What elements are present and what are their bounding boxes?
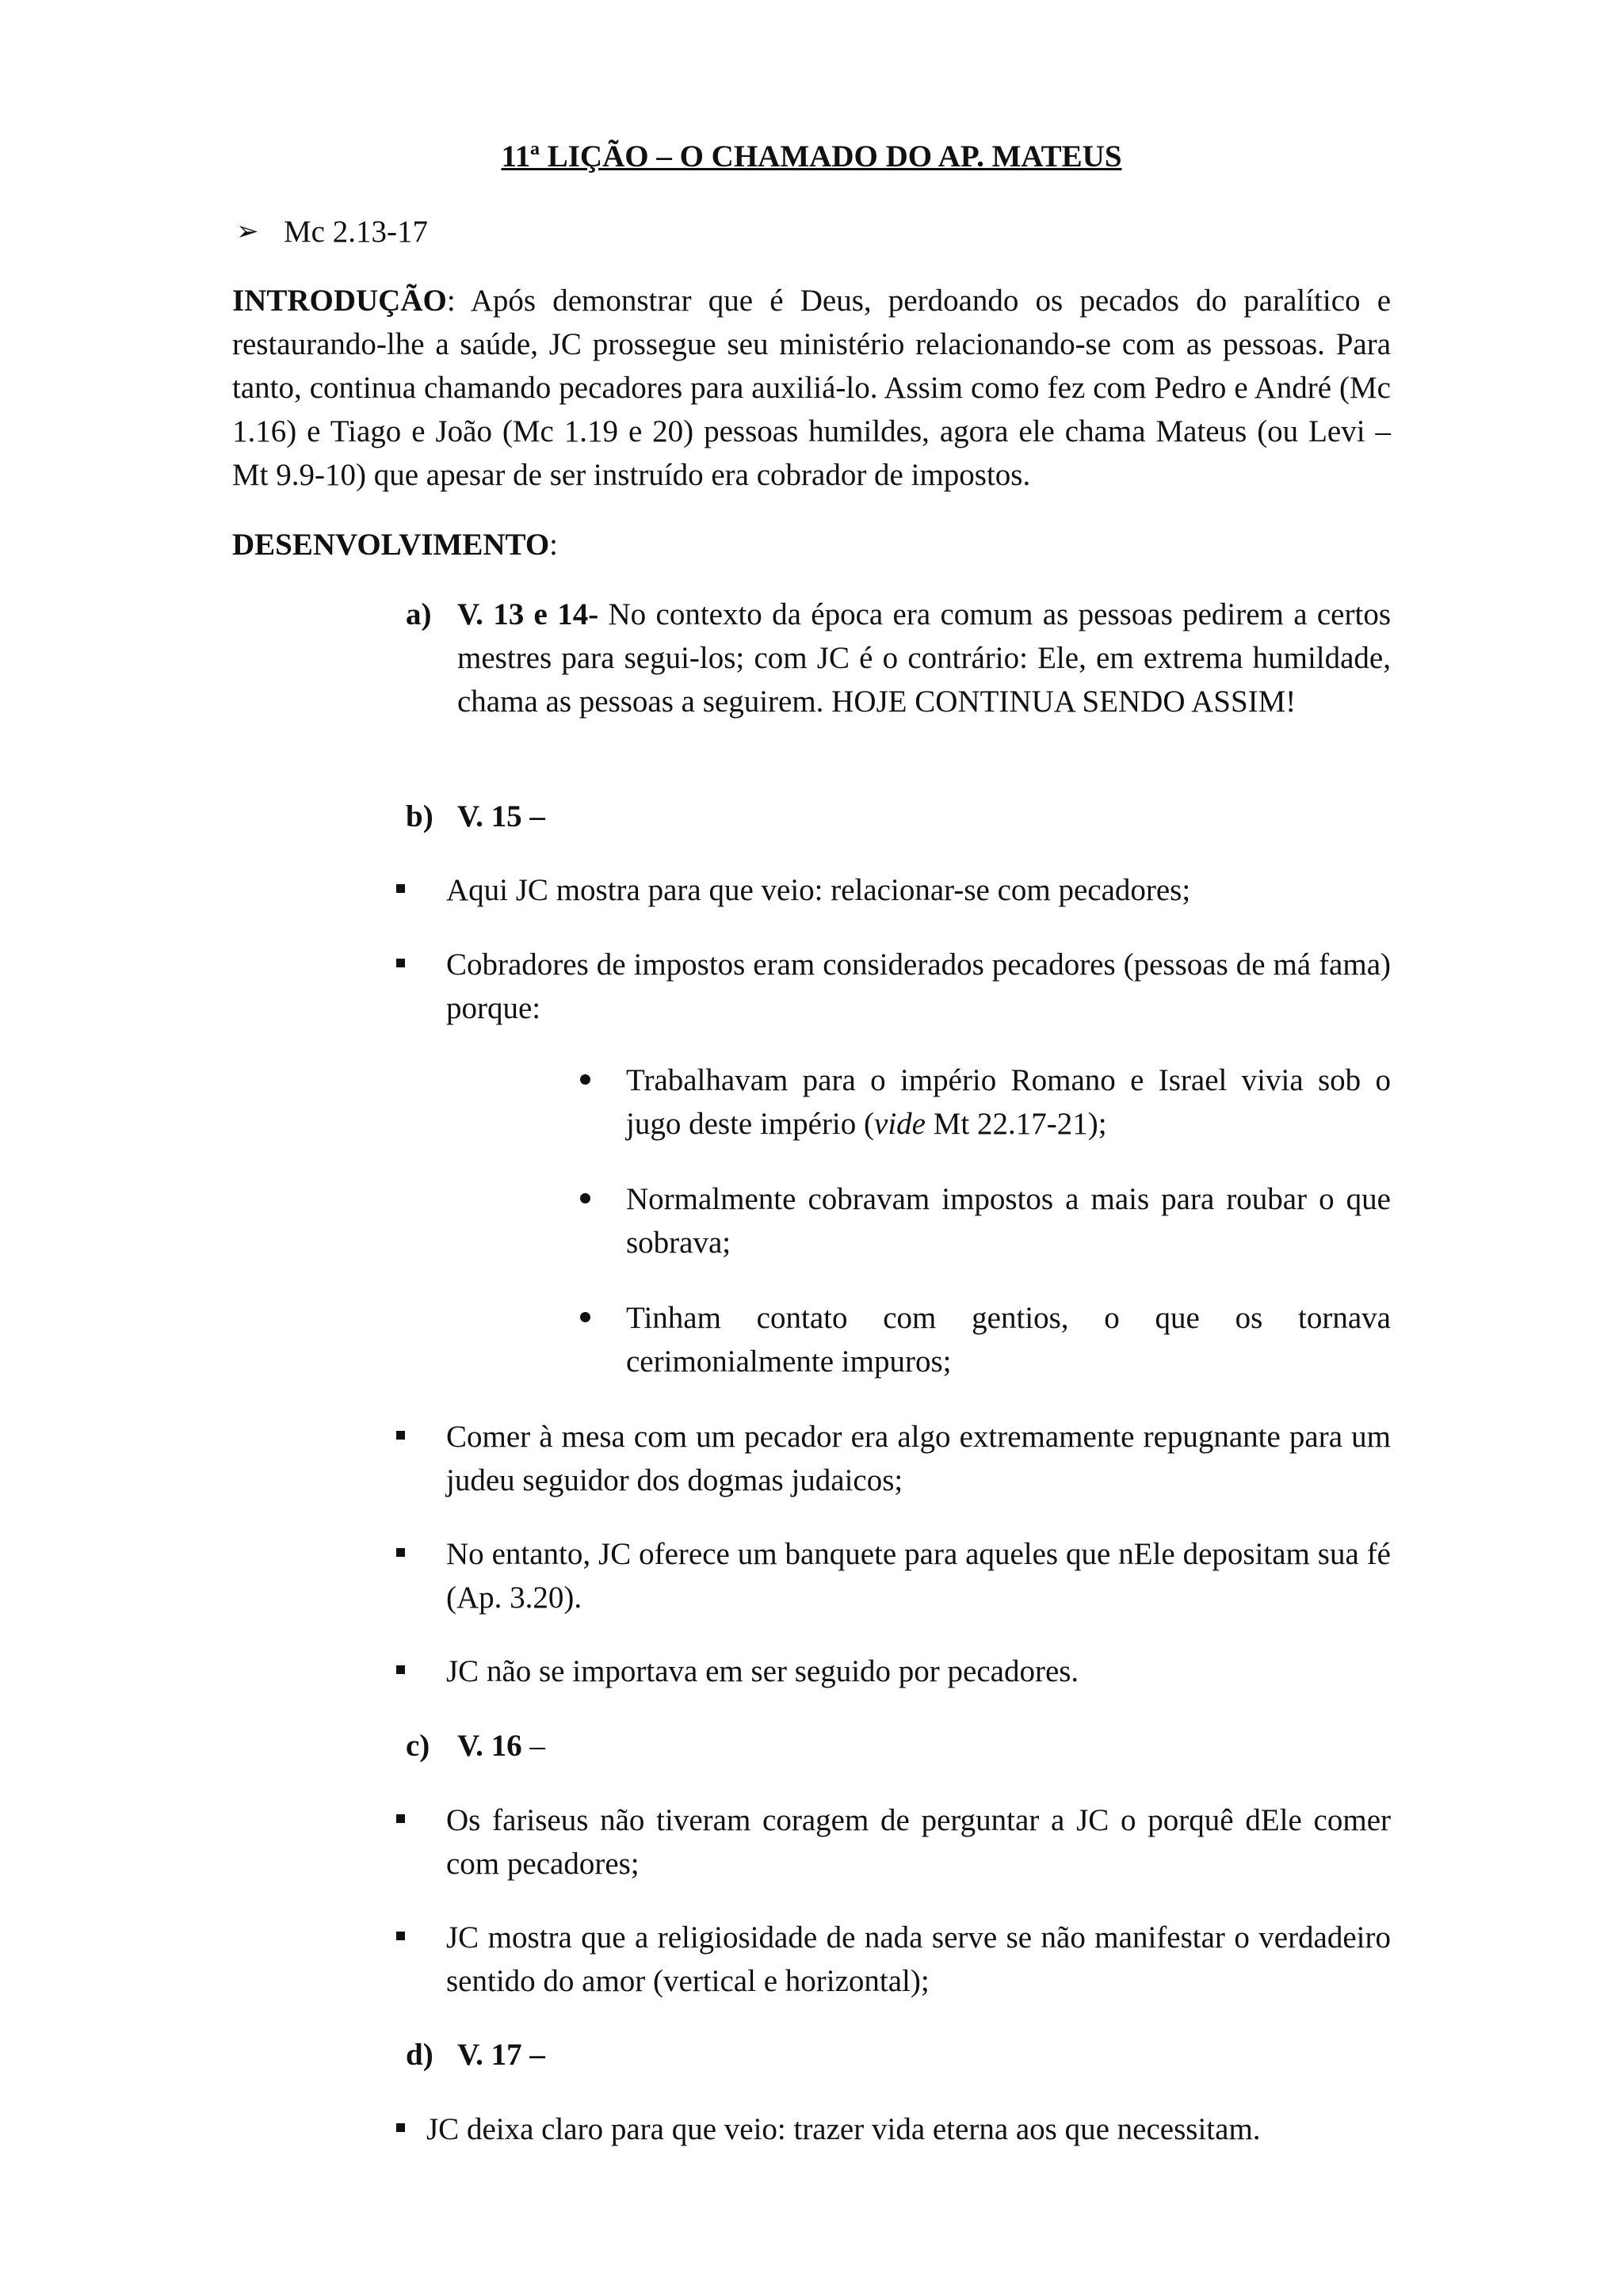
item-d-text [457, 2033, 1391, 2077]
item-a-text [457, 593, 1391, 723]
item-c-label: V. 16 [457, 1729, 522, 1763]
item-a [406, 593, 1391, 723]
reference-text: Mc 2.13-17 [284, 215, 428, 249]
square-bullet-icon [396, 959, 405, 967]
item-a-body: No contexto da época era comum as pessoas pedirem a certos mestres para segui-los; com JC é o contrário: Ele, em extrema humildade, chama as pessoas a seguirem. HOJE CONTINUA SENDO ASSIM! [457, 597, 1391, 719]
list-item-text: JC deixa claro para que veio: trazer vida eterna aos que necessitam. [426, 2112, 1261, 2146]
list-item-text: Cobradores de impostos eram considerados pecadores (pessoas de má fama) porque: [446, 948, 1391, 1025]
list-item-text: Aqui JC mostra para que veio: relacionar-se com pecadores; [446, 873, 1191, 907]
list-item-text: No entanto, JC oferece um banquete para aqueles que nEle depositam sua fé (Ap. 3.20). [446, 1537, 1391, 1615]
square-bullet-icon [396, 1548, 405, 1557]
development-heading [232, 523, 558, 566]
item-d-label: V. 17 – [457, 2038, 545, 2072]
list-item-text: Comer à mesa com um pecador era algo extremamente repugnante para um judeu seguidor dos dogmas judaicos; [446, 1420, 1391, 1497]
reason-item [576, 1296, 1391, 1383]
round-bullet-icon [580, 1193, 590, 1203]
item-b-label: V. 15 – [457, 799, 545, 833]
reason-text: Normalmente cobravam impostos a mais para roubar o que sobrava; [626, 1182, 1391, 1260]
item-b-marker: b) [406, 799, 433, 833]
round-bullet-icon [580, 1074, 590, 1085]
list-item [396, 868, 1391, 912]
list-item [396, 2107, 1391, 2151]
reason-text: Tinham contato com gentios, o que os tornava cerimonialmente impuros; [626, 1301, 1391, 1379]
list-item [396, 1532, 1391, 1619]
item-b [406, 795, 1391, 838]
list-item [396, 1916, 1391, 2003]
square-bullet-icon [396, 2123, 405, 2132]
item-d-marker: d) [406, 2038, 433, 2072]
list-item [396, 943, 1391, 1030]
scripture-reference [236, 210, 428, 254]
item-c-marker: c) [406, 1729, 430, 1763]
reason-item [576, 1058, 1391, 1146]
square-bullet-icon [396, 1431, 405, 1440]
introduction-paragraph [232, 279, 1391, 497]
development-suffix: : [549, 528, 559, 562]
intro-label: INTRODUÇÃO [232, 284, 447, 318]
item-c [406, 1724, 1391, 1768]
square-bullet-icon [396, 1814, 405, 1823]
list-item [396, 1798, 1391, 1886]
item-c-suffix: – [521, 1729, 545, 1763]
item-d [406, 2033, 1391, 2077]
arrow-bullet-icon: ➢ [236, 217, 259, 246]
round-bullet-icon [580, 1312, 590, 1322]
item-b-text [457, 795, 1391, 838]
list-item [396, 1650, 1391, 1693]
square-bullet-icon [396, 1665, 405, 1674]
reason-item [576, 1177, 1391, 1264]
item-c-text [457, 1724, 1391, 1768]
square-bullet-icon [396, 1932, 405, 1940]
list-item-text: JC não se importava em ser seguido por pecadores. [446, 1654, 1079, 1688]
reason-text: Trabalhavam para o império Romano e Israel vivia sob o jugo deste império (vide Mt 22.17-21); [626, 1063, 1391, 1141]
item-a-marker: a) [406, 597, 432, 631]
page-title: 11ª LIÇÃO – O CHAMADO DO AP. MATEUS [501, 139, 1122, 174]
list-item-text: Os fariseus não tiveram coragem de perguntar a JC o porquê dEle comer com pecadores; [446, 1803, 1391, 1881]
square-bullet-icon [396, 884, 405, 893]
item-a-label: V. 13 e 14- [457, 597, 599, 631]
list-item-text: JC mostra que a religiosidade de nada serve se não manifestar o verdadeiro sentido do amor (vertical e horizontal); [446, 1920, 1391, 1998]
intro-text: : Após demonstrar que é Deus, perdoando os pecados do paralítico e restaurando-lhe a saúde, JC prossegue seu ministério relacionando-se com as pessoas. Para tanto, continua chamando pecadores para auxiliá-lo. Assim como fez com Pedro e André (Mc 1.16) e Tiago e João (Mc 1.19 e 20) pessoas humildes, agora ele chama Mateus (ou Levi – Mt 9.9-10) que apesar de ser instruído era cobrador de impostos. [232, 284, 1391, 492]
development-label: DESENVOLVIMENTO [232, 528, 550, 562]
list-item [396, 1415, 1391, 1502]
